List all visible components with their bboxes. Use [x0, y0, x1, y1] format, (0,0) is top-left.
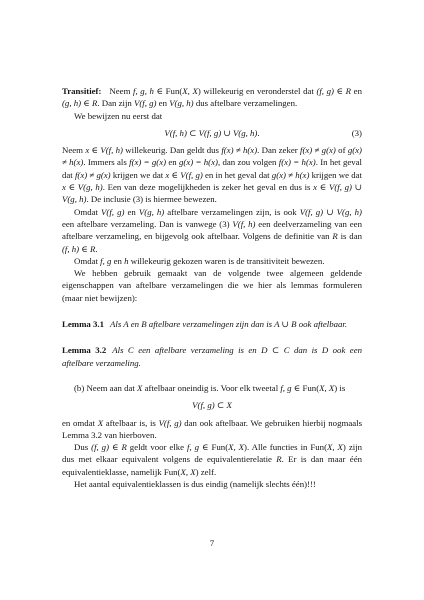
display-equation: [62, 127, 362, 139]
math-expression: X, X: [182, 86, 198, 96]
text-run: . Immers als: [83, 157, 130, 168]
text-run: en in het geval dat: [202, 169, 272, 180]
math-expression: (f, h) ∈ R: [62, 243, 96, 254]
text-run: . Dan zeker: [257, 145, 301, 156]
math-expression: X: [97, 417, 104, 428]
math-expression: (f, g) ∈ R: [91, 442, 127, 453]
text-run: , dan zou volgen: [217, 157, 279, 168]
math-expression: V(g, h): [232, 127, 258, 138]
text-run: geldt voor elke: [126, 442, 188, 453]
math-expression: g(x) = h(x): [179, 157, 218, 168]
math-expression: f(x) ≠ h(x): [221, 145, 258, 156]
math-expression: V(f, g): [101, 206, 125, 217]
lemma-label: Lemma 3.2: [62, 345, 107, 356]
math-expression: V(g, h): [169, 98, 194, 109]
text-run: een aftelbare verzameling. Dan is vanwege (3): [62, 218, 233, 229]
text-run: ) zelf.: [195, 466, 217, 477]
text-run: Omdat: [74, 255, 101, 266]
text-run: ). Alle functies in Fun(: [244, 442, 327, 453]
text-run: . Een van deze mogelijkheden is zeker het geval en dus is: [102, 182, 314, 193]
lemma-label: Lemma 3.1: [62, 319, 105, 330]
text-run: en: [166, 157, 180, 168]
math-expression: R: [276, 454, 282, 465]
equation-body: [164, 128, 259, 138]
text-run: ∈ Fun(: [153, 86, 183, 96]
equation-body: [192, 400, 232, 410]
math-expression: V(f, g): [192, 400, 215, 411]
paragraph: [62, 110, 362, 122]
text-run: is dan: [337, 231, 362, 242]
math-expression: V(f, g): [198, 127, 222, 138]
text-run: We bewijzen nu eerst dat: [74, 110, 163, 121]
text-run: Dus: [74, 442, 92, 453]
text-run: ) willekeurig en veronderstel dat: [197, 86, 317, 96]
math-expression: V(f, g): [134, 98, 157, 109]
text-run: aftelbare verzamelingen zijn, is ook: [164, 206, 300, 217]
document-page: [62, 85, 362, 490]
paragraph-transitief: [62, 85, 362, 110]
equation-number: (3): [351, 127, 362, 138]
math-expression: X, X: [327, 442, 343, 453]
paragraph-part-b: [62, 382, 362, 394]
math-expression: V(g, h): [138, 206, 165, 217]
paragraph: [62, 441, 362, 478]
text-run: een deelverzameling van een aftelbare verzameling, en bijgevolg ook aftelbaar. Volgens de definitie van: [62, 218, 362, 242]
text-run: ⊂: [186, 127, 199, 138]
math-expression: V(f, g): [158, 417, 182, 428]
paragraph: [62, 144, 362, 205]
text-run: en: [156, 98, 170, 109]
math-expression: f, g, h: [133, 86, 154, 96]
text-run: . Er is dan maar één equivalentieklasse, namelijk Fun(: [62, 454, 362, 477]
text-run: krijgen we dat: [309, 169, 362, 180]
text-run: ) is: [334, 382, 346, 393]
math-expression: x ∈ V(f, g): [165, 169, 203, 180]
lemma: [62, 318, 362, 330]
text-run: Omdat: [74, 206, 102, 217]
text-run: Neem: [62, 145, 86, 156]
math-expression: V(f, g) ∪ V(g, h): [299, 206, 362, 217]
math-expression: X, X: [180, 466, 196, 477]
lemma: [62, 344, 362, 369]
text-run: ∈ Fun(: [199, 442, 229, 453]
math-expression: (f, g) ∈ R: [316, 86, 352, 96]
math-expression: X: [226, 400, 232, 411]
math-expression: V(f, h): [164, 127, 187, 138]
math-expression: f(x) ≠ g(x): [74, 169, 111, 180]
text-run: Neem: [109, 86, 134, 96]
paragraph: [62, 206, 362, 255]
text-run: ∈ Fun(: [291, 382, 320, 393]
text-run: ) zijn dus met elkaar equivalent volgens de equivalentierelatie: [62, 442, 363, 465]
paragraph: [62, 478, 362, 490]
math-expression: X: [137, 382, 143, 393]
text-run: ∪: [221, 127, 233, 138]
display-equation: [62, 399, 362, 411]
math-expression: f, g: [280, 382, 292, 393]
math-expression: f(x) = h(x): [278, 157, 316, 168]
lemma-statement: Als C een aftelbare verzameling is en D ⊂ C dan is D ook een aftelbare verzameling.: [62, 345, 362, 368]
text-run: en: [124, 206, 139, 217]
math-expression: g(x) ≠ h(x): [271, 169, 310, 180]
text-run: dus aftelbare verzamelingen.: [193, 98, 298, 109]
math-expression: h: [124, 255, 129, 266]
transitief-label: Transitief:: [62, 86, 102, 96]
text-run: willekeurig. Dan geldt dus: [122, 145, 222, 156]
text-run: aftelbaar oneindig is. Voor elk tweetal: [142, 382, 281, 393]
text-run: . In het geval dat: [62, 157, 362, 180]
math-expression: f, g: [100, 255, 112, 266]
text-run: aftelbaar is, is: [103, 417, 159, 428]
math-expression: g(x) ≠ h(x): [62, 145, 362, 168]
text-run: ⊂: [214, 400, 227, 411]
text-run: .: [257, 127, 260, 138]
math-expression: f(x) = g(x): [129, 157, 167, 168]
text-run: .: [95, 243, 98, 254]
text-run: Het aantal equivalentieklassen is dus eindig (namelijk slechts één)!!!: [74, 479, 316, 490]
math-expression: R: [332, 231, 338, 242]
math-expression: x ∈ V(g, h): [62, 182, 103, 193]
text-run: en: [351, 86, 362, 96]
math-expression: x ∈ V(f, h): [85, 145, 123, 156]
text-run: willekeurig gekozen waren is de transitiviteit bewezen.: [128, 255, 325, 266]
lemma-statement: Als A en B aftelbare verzamelingen zijn dan is A ∪ B ook aftelbaar.: [110, 319, 348, 330]
math-expression: x ∈ V(f, g) ∪ V(g, h): [62, 182, 362, 205]
page-number: 7: [209, 538, 215, 548]
math-expression: f, g: [187, 442, 200, 453]
text-run: . De inclusie (3) is hiermee bewezen.: [86, 194, 217, 205]
paragraph: [62, 417, 362, 442]
math-expression: (g, h) ∈ R: [62, 98, 98, 109]
text-run: en omdat: [62, 417, 98, 428]
text-run: We hebben gebruik gemaakt van de volgende twee algemeen geldende eigenschappen van aftelbare verzamelingen die we hier als lemmas formuleren (maar niet bewijzen):: [62, 268, 362, 303]
math-expression: X, X: [319, 382, 335, 393]
text-run: en: [111, 255, 125, 266]
math-expression: X, X: [228, 442, 245, 453]
text-run: dan ook aftelbaar. We gebruiken hierbij nogmaals Lemma 3.2 van hierboven.: [62, 417, 362, 440]
text-run: (b) Neem aan dat: [74, 382, 138, 393]
math-expression: V(f, h): [232, 218, 256, 229]
math-expression: f(x) ≠ g(x): [300, 145, 336, 156]
text-run: of: [335, 145, 348, 156]
text-run: . Dan zijn: [97, 98, 134, 109]
paragraph: [62, 255, 362, 267]
text-run: krijgen we dat: [110, 169, 166, 180]
paragraph: [62, 267, 362, 304]
